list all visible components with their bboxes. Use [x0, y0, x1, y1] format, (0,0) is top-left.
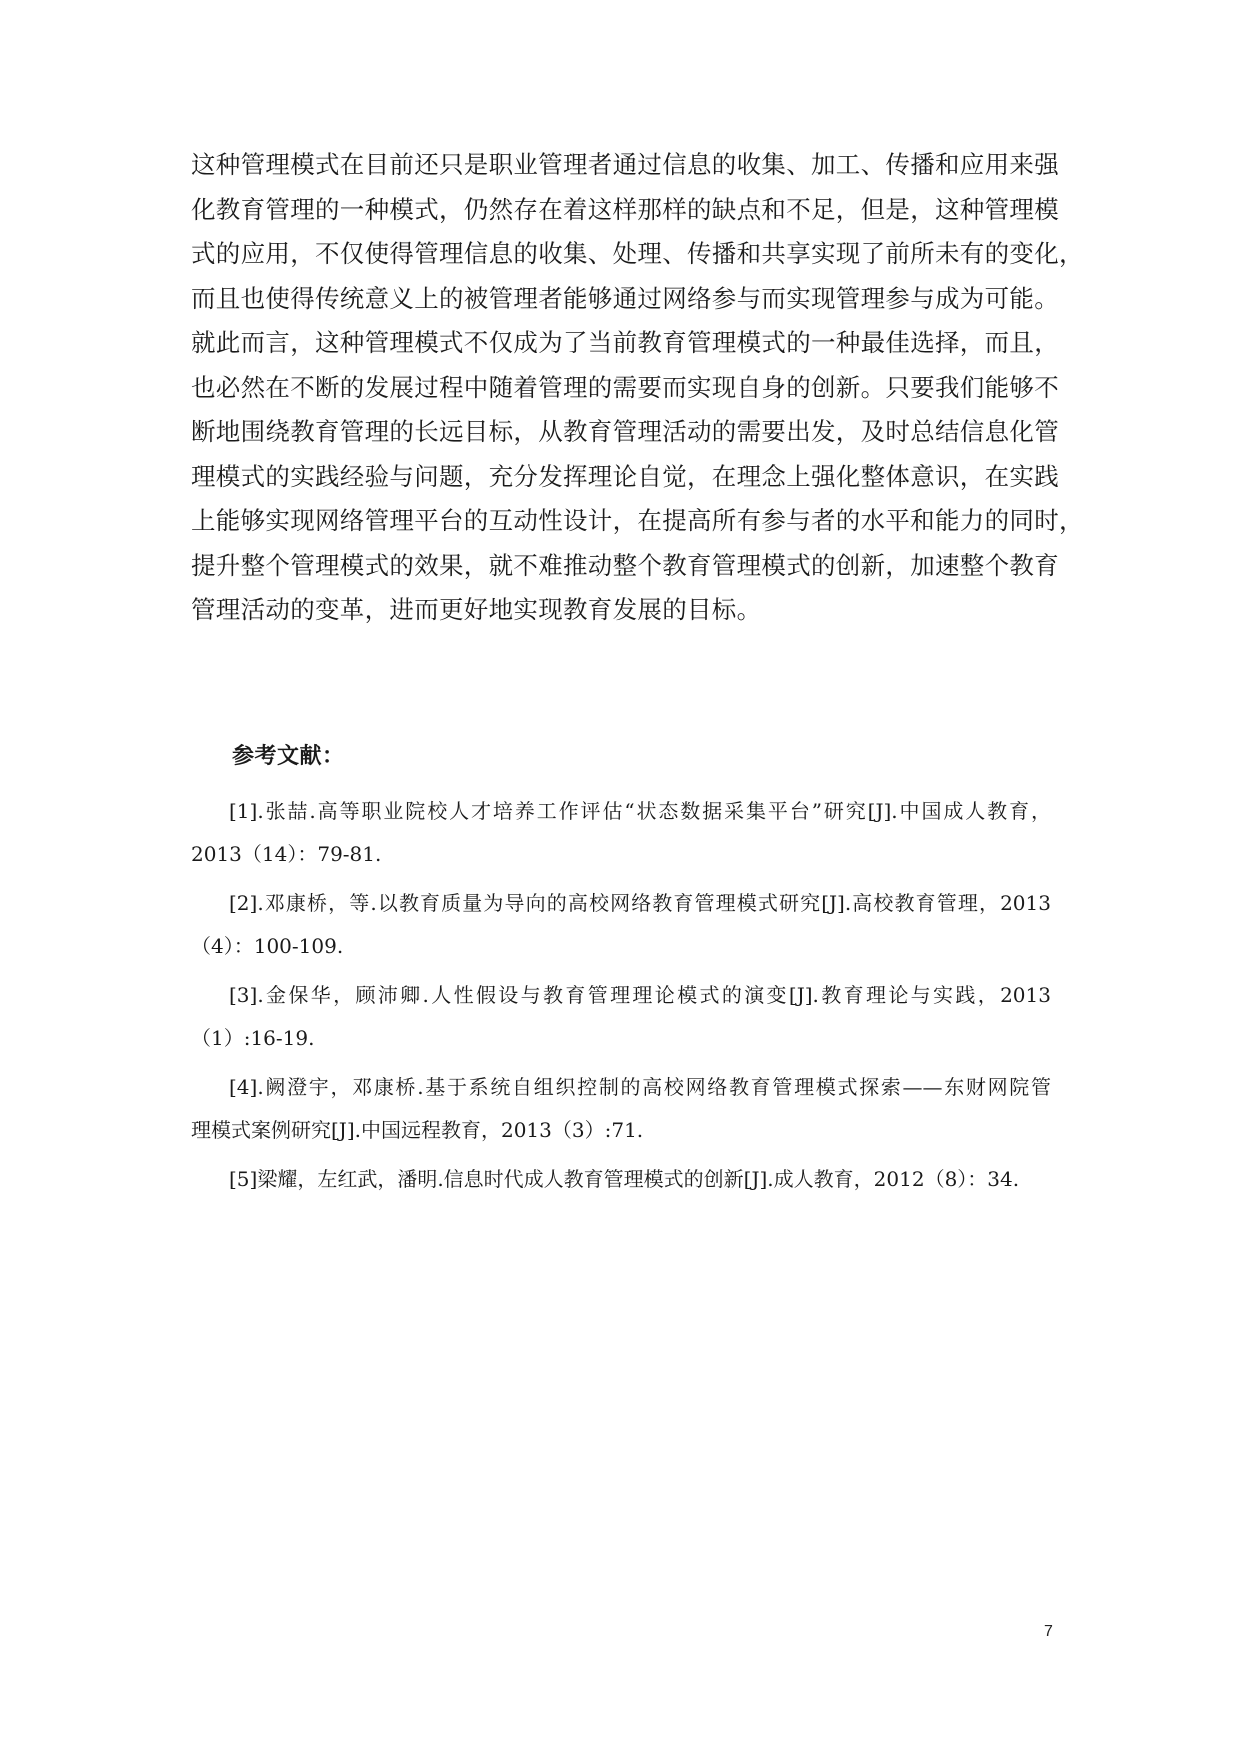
reference-item-4 — [191, 1066, 1051, 1151]
reference-item-1 — [191, 790, 1051, 875]
reference-line: [5]梁耀，左红武，潘明.信息时代成人教育管理模式的创新[J].成人教育，2012（8）：34. — [229, 1167, 1020, 1191]
reference-line: [4].阙澄宇，邓康桥.基于系统自组织控制的高校网络教育管理模式探索——东财网院管 — [229, 1075, 1051, 1099]
reference-line: [3].金保华，顾沛卿.人性假设与教育管理理论模式的演变[J].教育理论与实践，2013 — [229, 983, 1051, 1007]
body-line: 化教育管理的一种模式，仍然存在着这样那样的缺点和不足，但是，这种管理模 — [191, 194, 1059, 224]
body-line: 也必然在不断的发展过程中随着管理的需要而实现自身的创新。只要我们能够不 — [191, 372, 1059, 402]
reference-line: [2].邓康桥，等.以教育质量为导向的高校网络教育管理模式研究[J].高校教育管理，2013 — [229, 891, 1051, 915]
references-heading: 参考文献： — [232, 743, 345, 769]
body-paragraph — [191, 143, 1084, 633]
body-line-last: 管理活动的变革，进而更好地实现教育发展的目标。 — [191, 595, 762, 624]
body-line: 式的应用，不仅使得管理信息的收集、处理、传播和共享实现了前所未有的变化， — [191, 239, 1084, 268]
reference-line: （4）：100-109. — [191, 933, 344, 958]
body-line: 提升整个管理模式的效果，就不难推动整个教育管理模式的创新，加速整个教育 — [191, 550, 1059, 580]
page-number: 7 — [1044, 1623, 1053, 1640]
reference-item-5 — [191, 1158, 1051, 1201]
reference-line: 理模式案例研究[J].中国远程教育，2013（3）:71. — [191, 1117, 644, 1142]
references-list — [191, 790, 1051, 1208]
body-line: 理模式的实践经验与问题，充分发挥理论自觉，在理念上强化整体意识，在实践 — [191, 461, 1059, 491]
body-line: 上能够实现网络管理平台的互动性设计，在提高所有参与者的水平和能力的同时， — [191, 506, 1084, 535]
reference-item-2 — [191, 882, 1051, 967]
body-line: 就此而言，这种管理模式不仅成为了当前教育管理模式的一种最佳选择，而且， — [191, 328, 1059, 357]
reference-item-3 — [191, 974, 1051, 1059]
body-line: 这种管理模式在目前还只是职业管理者通过信息的收集、加工、传播和应用来强 — [191, 150, 1059, 179]
body-line: 断地围绕教育管理的长远目标，从教育管理活动的需要出发，及时总结信息化管 — [191, 417, 1059, 446]
body-line: 而且也使得传统意义上的被管理者能够通过网络参与而实现管理参与成为可能。 — [191, 283, 1059, 313]
reference-line: [1].张喆.高等职业院校人才培养工作评估“状态数据采集平台”研究[J].中国成人教育， — [229, 799, 1051, 823]
reference-line: 2013（14）：79-81. — [191, 841, 382, 866]
reference-line: （1）:16-19. — [191, 1025, 315, 1050]
